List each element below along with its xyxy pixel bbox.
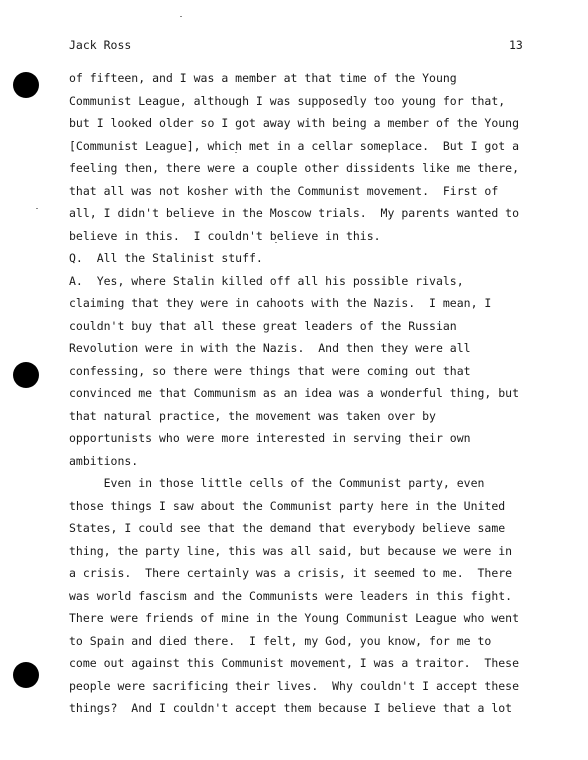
text-line: claiming that they were in cahoots with the Nazis. I mean, I [69, 296, 492, 310]
text-line: people were sacrificing their lives. Why couldn't I accept these [69, 678, 520, 693]
text-line: Communist League, although I was supposedly too young for that, [69, 93, 506, 108]
text-line: a crisis. There certainly was a crisis, it seemed to me. There [69, 566, 513, 580]
binder-hole [13, 72, 39, 98]
binder-hole [13, 662, 39, 688]
text-line: but I looked older so I got away with being a member of the Young [69, 116, 520, 130]
text-line: A. Yes, where Stalin killed off all his possible rivals, [69, 273, 464, 288]
text-line: confessing, so there were things that were coming out that [69, 363, 471, 378]
scan-speck [235, 152, 237, 153]
text-line: thing, the party line, this was all said, but because we were in [69, 543, 513, 558]
text-line: couldn't buy that all these great leaders of the Russian [69, 318, 457, 333]
binder-hole [13, 362, 39, 388]
text-line: feeling then, there were a couple other dissidents like me there, [69, 161, 520, 175]
transcript-body [69, 67, 569, 720]
text-line: to Spain and died there. I felt, my God, you know, for me to [69, 633, 492, 648]
header-name: Jack Ross [69, 38, 132, 52]
scan-speck [36, 208, 38, 209]
text-line: that all was not kosher with the Communist movement. First of [69, 183, 499, 198]
text-line: opportunists who were more interested in serving their own [69, 431, 471, 445]
text-line: convinced me that Communism as an idea was a wonderful thing, but [69, 386, 520, 400]
text-line: Q. All the Stalinist stuff. [69, 251, 263, 265]
text-line: was world fascism and the Communists were leaders in this fight. [69, 588, 513, 603]
text-line: Revolution were in with the Nazis. And then they were all [69, 341, 471, 355]
text-line: [Communist League], which met in a cellar someplace. But I got a [69, 138, 520, 153]
scan-speck [275, 242, 277, 243]
text-line: There were friends of mine in the Young Communist League who went [69, 611, 520, 625]
text-line: things? And I couldn't accept them because I believe that a lot [69, 701, 513, 715]
text-line: Even in those little cells of the Communist party, even [69, 476, 485, 490]
text-line: States, I could see that the demand that everybody believe same [69, 521, 506, 535]
text-line: that natural practice, the movement was taken over by [69, 408, 436, 423]
text-line: come out against this Communist movement, I was a traitor. These [69, 656, 520, 670]
text-line: all, I didn't believe in the Moscow trials. My parents wanted to [69, 206, 520, 220]
text-line: of fifteen, and I was a member at that time of the Young [69, 71, 457, 85]
scan-speck [180, 16, 182, 17]
page-number: 13 [509, 38, 523, 52]
text-line: believe in this. I couldn't believe in this. [69, 228, 381, 243]
text-line: ambitions. [69, 453, 139, 468]
text-line: those things I saw about the Communist party here in the United [69, 498, 506, 513]
